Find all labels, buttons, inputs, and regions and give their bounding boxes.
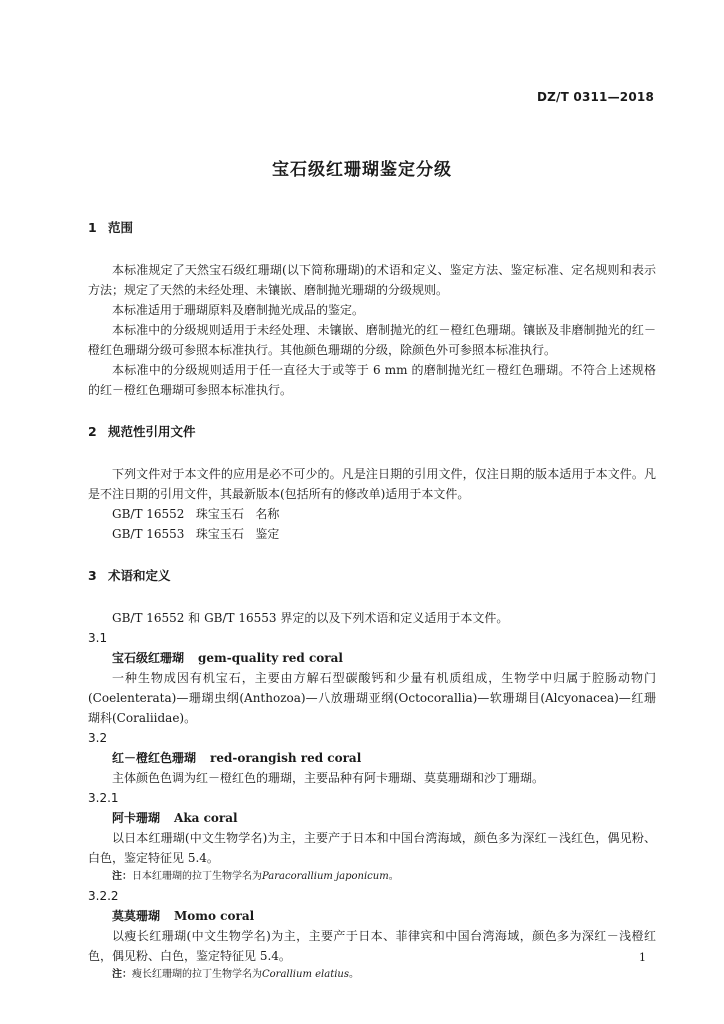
- term-heading: [88, 648, 656, 668]
- note-label: 注：: [112, 969, 132, 980]
- term-zh: 宝石级红珊瑚: [112, 651, 185, 665]
- paragraph: 本标准规定了天然宝石级红珊瑚(以下简称珊瑚)的术语和定义、鉴定方法、鉴定标准、定名规则和表示方法；规定了天然的未经处理、未镶嵌、磨制抛光珊瑚的分级规则。: [88, 263, 656, 297]
- note-latin-name: Paracorallium japonicum: [262, 871, 389, 882]
- note-end: 。: [388, 871, 399, 882]
- term-note: [88, 966, 656, 984]
- section-number: 2: [88, 424, 97, 439]
- term-en: gem-quality red coral: [198, 651, 343, 665]
- document-body: [88, 218, 656, 984]
- paragraph: 本标准适用于珊瑚原料及磨制抛光成品的鉴定。: [112, 303, 365, 317]
- section-title: 术语和定义: [108, 568, 171, 583]
- paragraph: 下列文件对于本文件的应用是必不可少的。凡是注日期的引用文件，仅注日期的版本适用于本文件。凡是不注日期的引用文件，其最新版本(包括所有的修改单)适用于本文件。: [88, 467, 656, 501]
- term-number: 3.2: [88, 731, 108, 745]
- reference-item: GB/T 16552 珠宝玉石 名称: [112, 507, 280, 521]
- term-zh: 阿卡珊瑚: [112, 811, 161, 825]
- paragraph: 本标准中的分级规则适用于任一直径大于或等于 6 mm 的磨制抛光红－橙红色珊瑚。不符合上述规格的红－橙红色珊瑚可参照本标准执行。: [88, 363, 656, 397]
- note-label: 注：: [112, 871, 132, 882]
- paragraph: GB/T 16552 和 GB/T 16553 界定的以及下列术语和定义适用于本文件。: [112, 611, 509, 625]
- paragraph: 本标准中的分级规则适用于未经处理、未镶嵌、磨制抛光的红－橙红色珊瑚。镶嵌及非磨制抛光的红－橙红色珊瑚分级可参照本标准执行。其他颜色珊瑚的分级，除颜色外可参照本标准执行。: [88, 323, 656, 357]
- section-heading-terms-definitions: [88, 566, 656, 586]
- term-definition: 以日本红珊瑚(中文生物学名)为主，主要产于日本和中国台湾海域，颜色多为深红－浅红色，偶见粉、白色，鉴定特征见 5.4。: [88, 831, 656, 865]
- term-zh: 莫莫珊瑚: [112, 909, 161, 923]
- term-en: Momo coral: [174, 909, 255, 923]
- term-definition: 以瘦长红珊瑚(中文生物学名)为主，主要产于日本、菲律宾和中国台湾海域，颜色多为深红－浅橙红色，偶见粉、白色，鉴定特征见 5.4。: [88, 929, 656, 963]
- document-title: 宝石级红珊瑚鉴定分级: [272, 160, 452, 180]
- term-definition: 主体颜色色调为红－橙红色的珊瑚，主要品种有阿卡珊瑚、莫莫珊瑚和沙丁珊瑚。: [112, 771, 545, 785]
- note-end: 。: [348, 969, 359, 980]
- term-heading: [88, 906, 656, 926]
- note-text: 瘦长红珊瑚的拉丁生物学名为: [132, 969, 262, 980]
- term-heading: [88, 748, 656, 768]
- document-code: DZ/T 0311—2018: [536, 90, 654, 104]
- term-en: Aka coral: [174, 811, 238, 825]
- section-number: 3: [88, 568, 97, 583]
- section-heading-scope: [88, 218, 656, 238]
- term-number: 3.1: [88, 631, 108, 645]
- term-note: [88, 868, 656, 886]
- note-text: 日本红珊瑚的拉丁生物学名为: [132, 871, 262, 882]
- term-heading: [88, 808, 656, 828]
- page-number: 1: [639, 951, 646, 964]
- term-definition: 一种生物成因有机宝石，主要由方解石型碳酸钙和少量有机质组成，生物学中归属于腔肠动物门(Coelenterata)—珊瑚虫纲(Anthozoa)—八放珊瑚亚纲(Octocorallia)—软珊瑚目(Alcyonacea)—红珊瑚科(Coraliidae)。: [88, 671, 656, 725]
- term-en: red-orangish red coral: [210, 751, 362, 765]
- section-number: 1: [88, 220, 97, 235]
- term-number: 3.2.2: [88, 889, 119, 903]
- term-zh: 红－橙红色珊瑚: [112, 751, 197, 765]
- reference-item: GB/T 16553 珠宝玉石 鉴定: [112, 527, 280, 541]
- term-number: 3.2.1: [88, 791, 119, 805]
- section-heading-normative-references: [88, 422, 656, 442]
- section-title: 规范性引用文件: [108, 424, 196, 439]
- note-latin-name: Corallium elatius: [262, 969, 349, 980]
- section-title: 范围: [108, 220, 134, 235]
